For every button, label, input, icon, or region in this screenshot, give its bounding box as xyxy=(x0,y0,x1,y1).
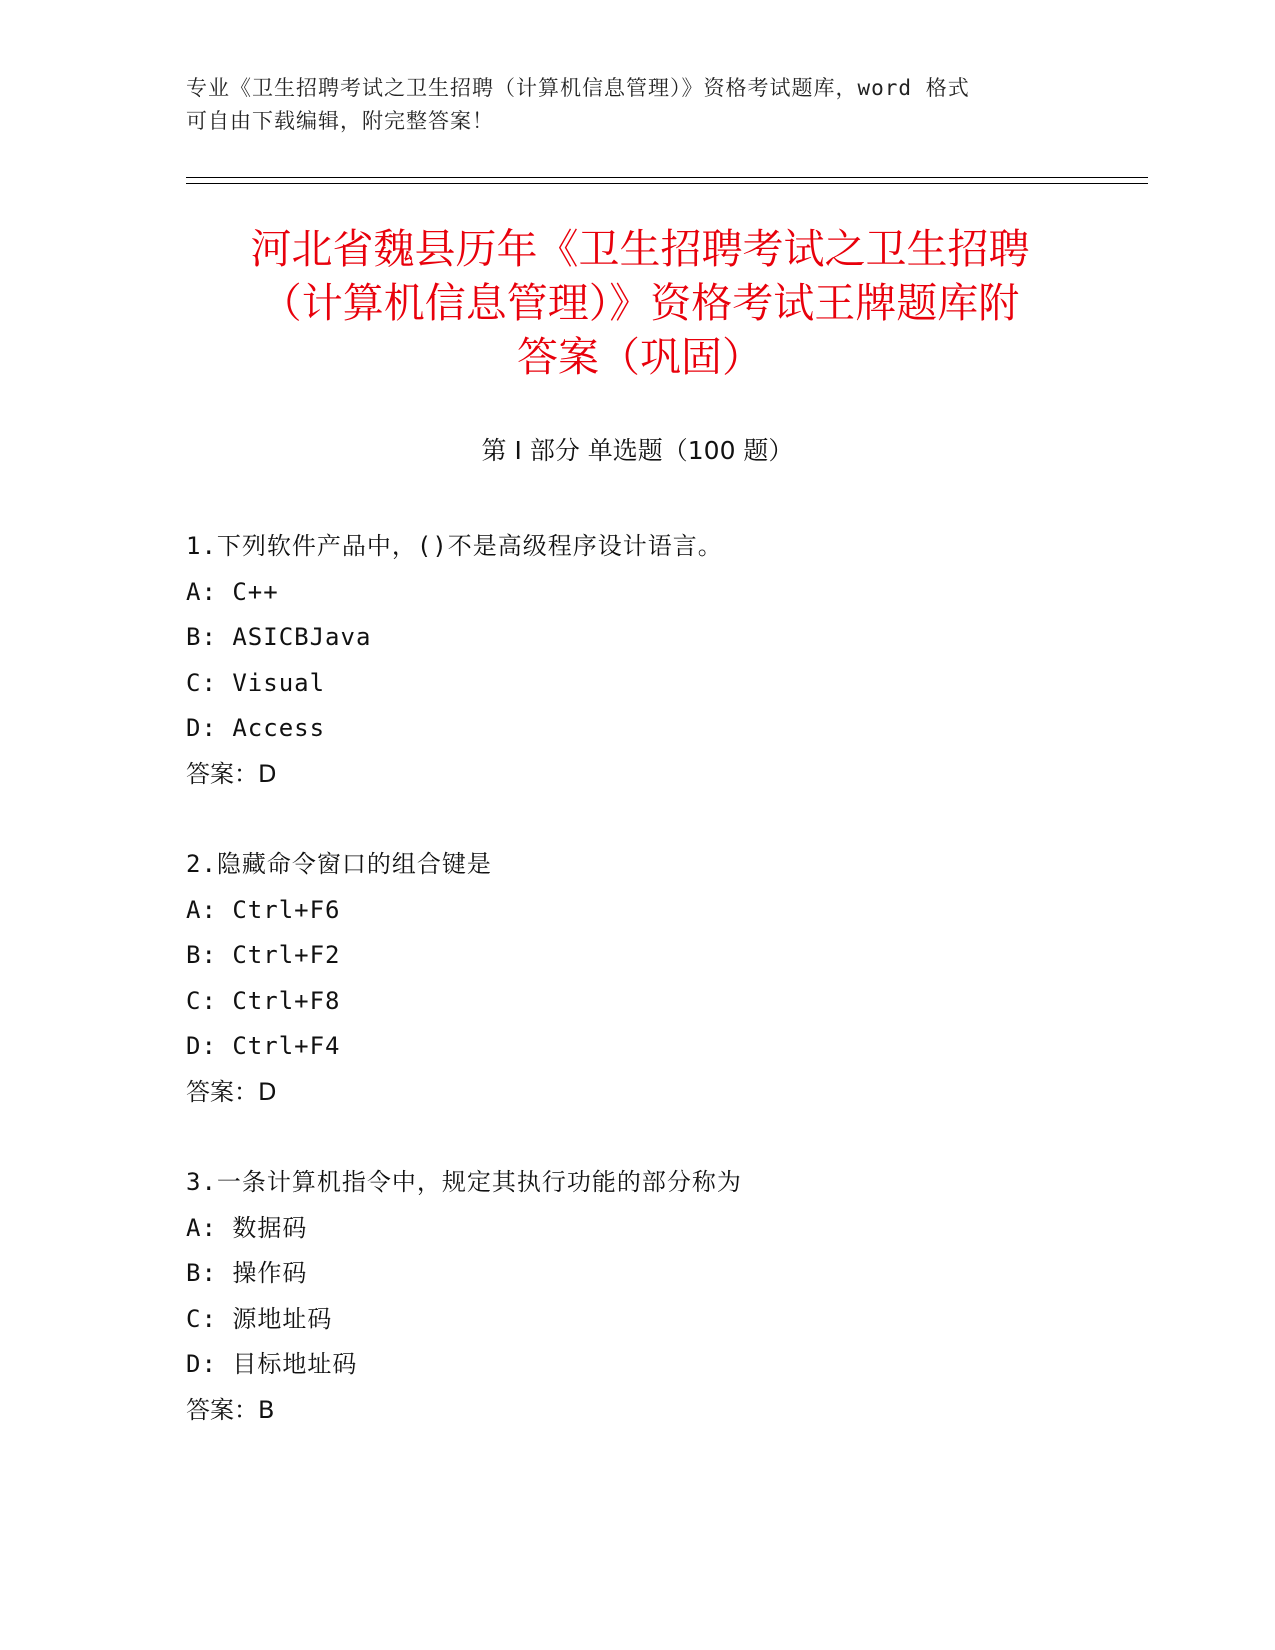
document-title xyxy=(160,222,1120,384)
answer-line: 答案：B xyxy=(186,1395,275,1424)
page-header xyxy=(186,72,1086,138)
option-b: B: 操作码 xyxy=(186,1259,308,1287)
option-b: B: Ctrl+F2 xyxy=(186,941,341,969)
header-rule-bottom xyxy=(186,183,1148,184)
title-line-2: （计算机信息管理）》资格考试王牌题库附 xyxy=(260,279,1020,327)
option-c: C: 源地址码 xyxy=(186,1304,333,1333)
option-a: A: Ctrl+F6 xyxy=(186,895,341,924)
answer-line: 答案：D xyxy=(186,759,277,788)
header-line-1: 专业《卫生招聘考试之卫生招聘（计算机信息管理）》资格考试题库，word 格式 xyxy=(186,76,970,100)
question-stem: 2.隐藏命令窗口的组合键是 xyxy=(186,850,492,878)
question-stem: 3.一条计算机指令中，规定其执行功能的部分称为 xyxy=(186,1168,742,1196)
title-line-1: 河北省魏县历年《卫生招聘考试之卫生招聘 xyxy=(250,225,1030,273)
header-rule-top xyxy=(186,177,1148,178)
question-block xyxy=(186,1160,1136,1433)
question-block xyxy=(186,524,1136,797)
option-a: A: 数据码 xyxy=(186,1213,308,1242)
option-b: B: ASICBJava xyxy=(186,623,372,651)
question-stem: 1.下列软件产品中，()不是高级程序设计语言。 xyxy=(186,532,723,560)
header-line-2: 可自由下载编辑，附完整答案！ xyxy=(186,109,494,133)
section-title: 第 I 部分 单选题（100 题） xyxy=(481,436,794,465)
question-block xyxy=(186,842,1136,1115)
option-c: C: Ctrl+F8 xyxy=(186,986,341,1015)
option-c: C: Visual xyxy=(186,668,326,697)
option-d: D: 目标地址码 xyxy=(186,1350,358,1378)
option-d: D: Ctrl+F4 xyxy=(186,1032,341,1060)
title-line-3: 答案（巩固） xyxy=(517,333,763,381)
option-a: A: C++ xyxy=(186,577,279,606)
option-d: D: Access xyxy=(186,714,326,742)
answer-line: 答案：D xyxy=(186,1077,277,1106)
